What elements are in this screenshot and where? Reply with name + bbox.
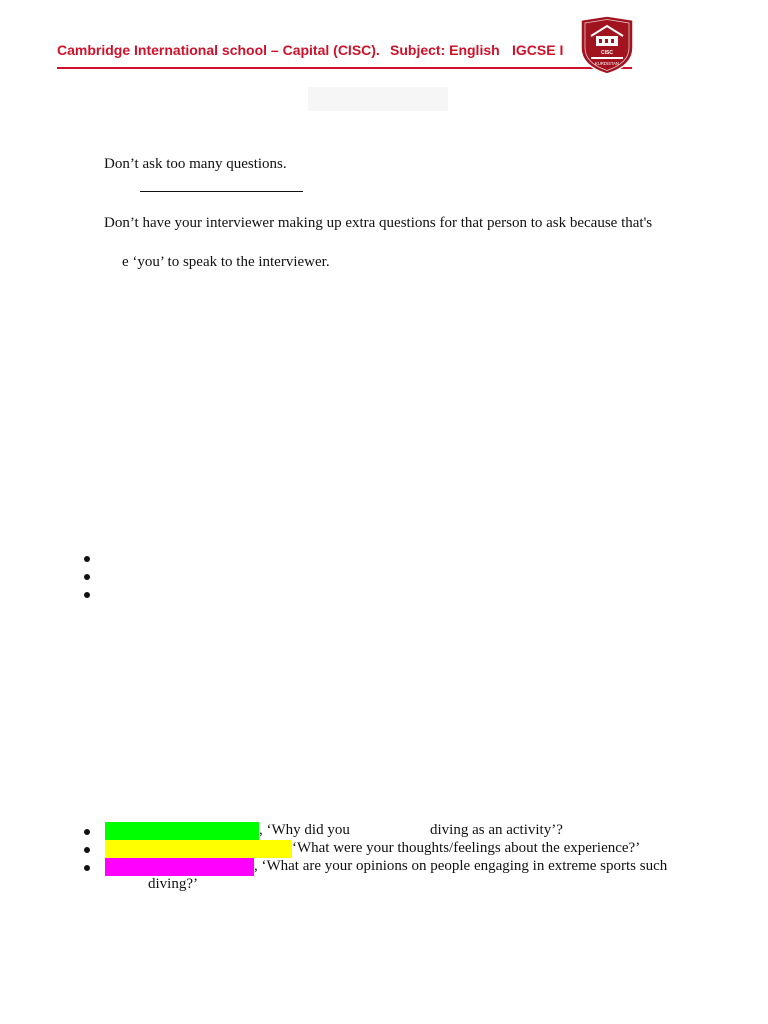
subject-label: Subject: English: [390, 42, 500, 58]
title-placeholder: [308, 87, 448, 111]
empty-bullet: [84, 574, 90, 580]
question-bullet: [84, 829, 90, 835]
logo-text-top: CISC: [601, 50, 613, 56]
header-rule: [57, 67, 632, 69]
blank-underline: [140, 191, 303, 192]
body-line-2: Don’t have your interviewer making up extra questions for that person to ask because that's: [104, 215, 653, 231]
body-line-1: Don’t ask too many questions.: [104, 156, 287, 172]
level-label: IGCSE I: [512, 42, 564, 58]
empty-bullet: [84, 592, 90, 598]
question-highlight-magenta: [105, 858, 254, 876]
school-name: Cambridge International school – Capital (CISC).: [57, 42, 380, 58]
question-highlight-yellow: [105, 840, 292, 858]
empty-bullet: [84, 556, 90, 562]
question-bullet: [84, 865, 90, 871]
school-logo: [577, 14, 637, 76]
body-line-3: e ‘you’ to speak to the interviewer.: [122, 254, 330, 270]
question-1-text-b: diving as an activity’?: [430, 822, 563, 838]
question-3-text-b: diving?’: [148, 876, 198, 892]
question-2-text: ‘What were your thoughts/feelings about the experience?’: [292, 840, 641, 856]
logo-text-bottom: KURDISTAN: [595, 61, 619, 66]
question-3-text-a: , ‘What are your opinions on people engaging in extreme sports such: [254, 858, 668, 874]
question-highlight-green: [105, 822, 259, 840]
question-1-text-a: , ‘Why did you: [259, 822, 350, 838]
document-header: [57, 42, 564, 58]
question-bullet: [84, 847, 90, 853]
